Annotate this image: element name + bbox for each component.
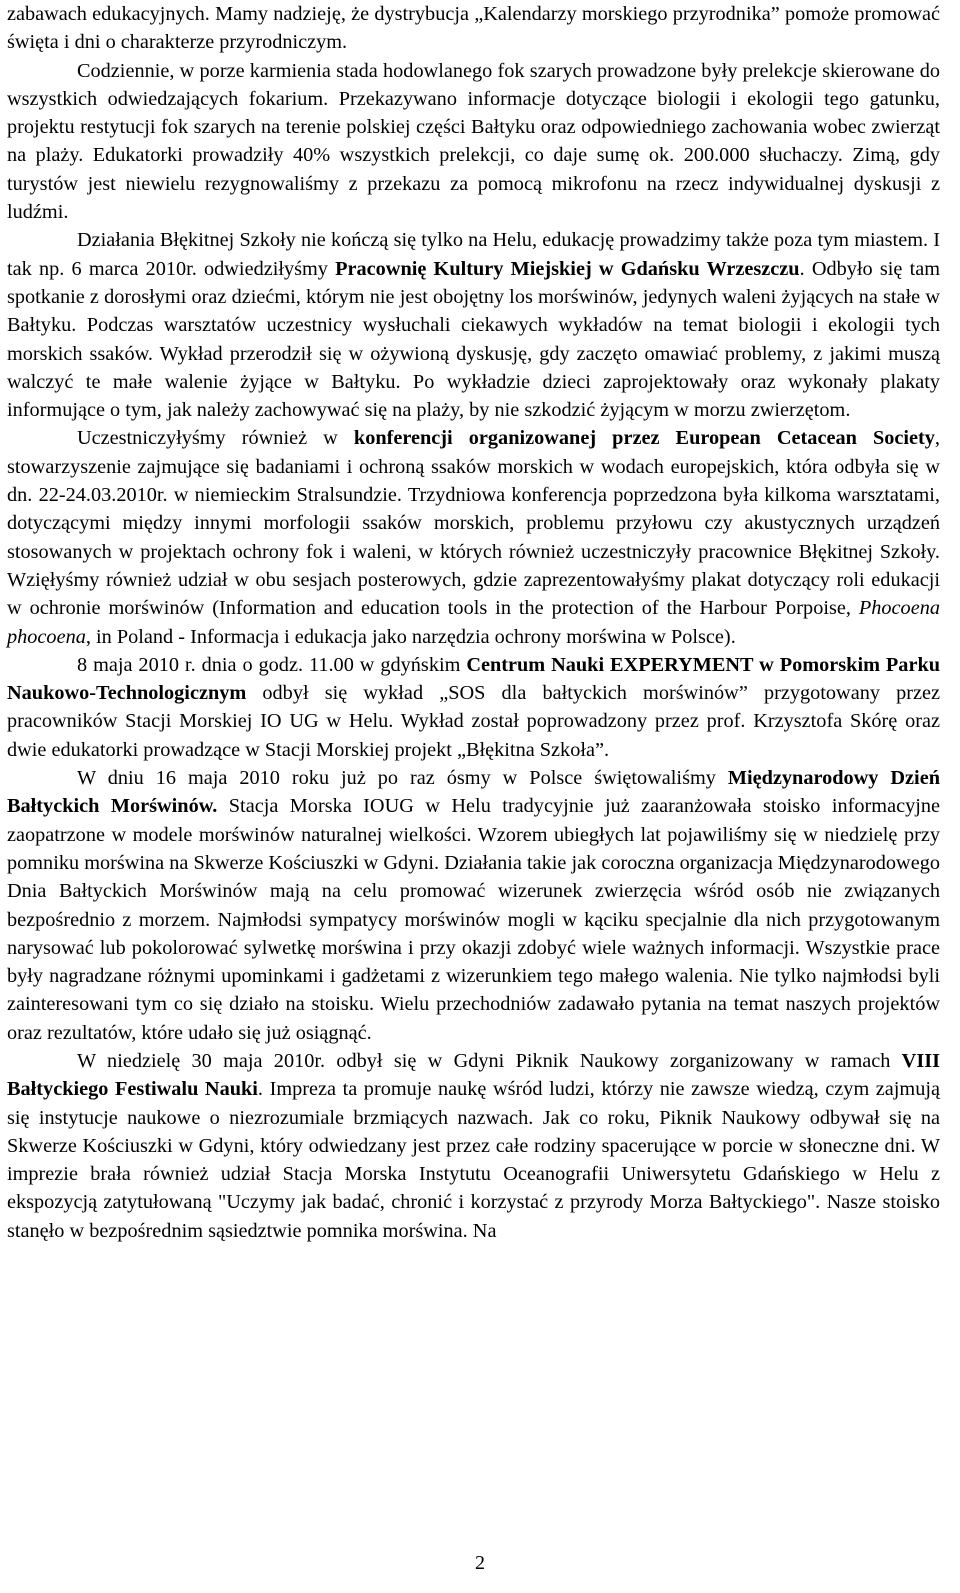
bold-text: Międzynarodowy Dzień Bałtyckich Morświnów. bbox=[7, 767, 940, 818]
bold-text: konferencji organizowanej przez European Cetacean Society bbox=[353, 427, 935, 450]
text-run: zabawach edukacyjnych. Mamy nadzieję, że dystrybucja „Kalendarzy morskiego przyrodnika” pomoże promować święta i dni o charakterze przyrodniczym. bbox=[7, 3, 940, 54]
text-run: Uczestniczyłyśmy również w bbox=[77, 427, 354, 450]
paragraph-science-picnic bbox=[7, 1047, 940, 1245]
text-run: Działania Błękitnej Szkoły nie kończą się tylko na Helu, edukację prowadzimy także poza tym miastem. I tak np. 6 marca 2010r. odwiedziłyśmy bbox=[7, 229, 940, 280]
paragraph-calendars bbox=[7, 0, 940, 57]
text-run: , stowarzyszenie zajmujące się badaniami i ochroną ssaków morskich w wodach europejskich, która odbyła się w dn. 22-24.03.2010r. w niemieckim Stralsundzie. Trzydniowa konferencja poprzedzona była kilkoma warsztatami, dotyczącymi między innymi morfologii ssaków morskich, problemu przyłowu czy akustycznych urządzeń stosowanych w projektach ochrony fok i waleni, w których również uczestniczyły pracownice Błękitnej Szkoły. Wzięłyśmy również udział w obu sesjach posterowych, gdzie zaprezentowałyśmy plakat dotyczący roli edukacji w ochronie morświnów (Information and education tools in the protection of the Harbour Porpoise, bbox=[7, 427, 940, 620]
paragraph-porpoise-day bbox=[7, 764, 940, 1047]
paragraph-experyment bbox=[7, 651, 940, 764]
text-run: . Impreza ta promuje naukę wśród ludzi, którzy nie zawsze wiedzą, czym zajmują się instytucje naukowe o niezrozumiale brzmiących nazwach. Jak co roku, Piknik Naukowy odbywał się na Skwerze Kościuszki w Gdyni, który odwiedzany jest przez całe rodziny spacerujące w porcie w słoneczne dni. W imprezie brała również udział Stacja Morska Instytutu Oceanografii Uniwersytetu Gdańskiego w Helu z ekspozycją zatytułowaną "Uczymy jak badać, chronić i korzystać z przyrody Morza Bałtyckiego". Nasze stoisko stanęło w bezpośrednim sąsiedztwie pomnika morświna. Na bbox=[7, 1078, 940, 1242]
text-run: W niedzielę 30 maja 2010r. odbył się w Gdyni Piknik Naukowy zorganizowany w ramach bbox=[77, 1049, 902, 1072]
text-run: , in Poland - Informacja i edukacja jako narzędzia ochrony morświna w Polsce). bbox=[85, 625, 736, 648]
text-run: 8 maja 2010 r. dnia o godz. 11.00 w gdyńskim bbox=[77, 653, 467, 676]
text-run: . Odbyło się tam spotkanie z dorosłymi oraz dziećmi, którym nie jest obojętny los morświnów, jedynych waleni żyjących na stałe w Bałtyku. Podczas warsztatów uczestnicy wysłuchali ciekawych wykładów na temat biologii i ekologii tych morskich ssaków. Wykład przerodził się w ożywioną dyskusję, gdy zaczęto omawiać problemy, z jakimi muszą walczyć te małe walenie żyjące w Bałtyku. Po wykładzie dzieci zaprojektowały oraz wykonały plakaty informujące o tym, jak należy zachowywać się na plaży, by nie szkodzić żyjącym w morzu zwierzętom. bbox=[7, 257, 940, 422]
paragraph-outreach bbox=[7, 226, 940, 424]
text-run: odbył się wykład „SOS dla bałtyckich morświnów” przygotowany przez pracowników Stacji Morskiej IO UG w Helu. Wykład został poprowadzony przez prof. Krzysztofa Skórę oraz dwie edukatorki prowadzące w Stacji Morskiej projekt „Błękitna Szkoła”. bbox=[7, 682, 940, 761]
italic-text: Phocoena phocoena bbox=[7, 597, 940, 648]
text-run: Stacja Morska IOUG w Helu tradycyjnie już zaaranżowała stoisko informacyjne zaopatrzone w modele morświnów naturalnej wielkości. Wzorem ubiegłych lat pojawiliśmy się w niedzielę przy pomniku morświna na Skwerze Kościuszki w Gdyni. Działania takie jak coroczna organizacja Międzynarodowego Dnia Bałtyckich Morświnów mają na celu promować wizerunek zwierzęcia wśród osób nie związanych bezpośrednio z morzem. Najmłodsi sympatycy morświnów mogli w kąciku specjalnie dla nich przygotowanym narysować lub pokolorować sylwetkę morświna i przy okazji zdobyć wiele ważnych informacji. Wszystkie prace były nagradzane różnymi upominkami i gadżetami z wizerunkiem tego małego walenia. Nie tylko najmłodsi byli zainteresowani tym co się działo na stoisku. Wielu przechodniów zadawało pytania na temat naszych projektów oraz rezultatów, które udało się już osiągnąć. bbox=[7, 795, 940, 1044]
bold-text: Pracownię Kultury Miejskiej w Gdańsku Wrzeszczu bbox=[335, 257, 800, 280]
paragraph-feeding-lectures bbox=[7, 57, 940, 227]
page-number: 2 bbox=[475, 1552, 485, 1574]
bold-text: Centrum Nauki EXPERYMENT w Pomorskim Parku Naukowo-Technologicznym bbox=[7, 653, 941, 705]
paragraph-conference bbox=[7, 424, 940, 650]
body-text bbox=[7, 0, 940, 1245]
bold-text: VIII Bałtyckiego Festiwalu Nauki bbox=[7, 1049, 940, 1101]
text-run: W dniu 16 maja 2010 roku już po raz ósmy w Polsce świętowaliśmy bbox=[77, 767, 728, 790]
text-run: Codziennie, w porze karmienia stada hodowlanego fok szarych prowadzone były prelekcje skierowane do wszystkich odwiedzających fokarium. Przekazywano informacje dotyczące biologii i ekologii tego gatunku, projektu restytucji fok szarych na terenie polskiej części Bałtyku oraz odpowiedniego zachowania wobec zwierząt na plaży. Edukatorki prowadziły 40% wszystkich prelekcji, co daje sumę ok. 200.000 słuchaczy. Zimą, gdy turystów jest niewielu rezygnowaliśmy z przekazu za pomocą mikrofonu na rzecz indywidualnej dyskusji z ludźmi. bbox=[7, 59, 940, 224]
